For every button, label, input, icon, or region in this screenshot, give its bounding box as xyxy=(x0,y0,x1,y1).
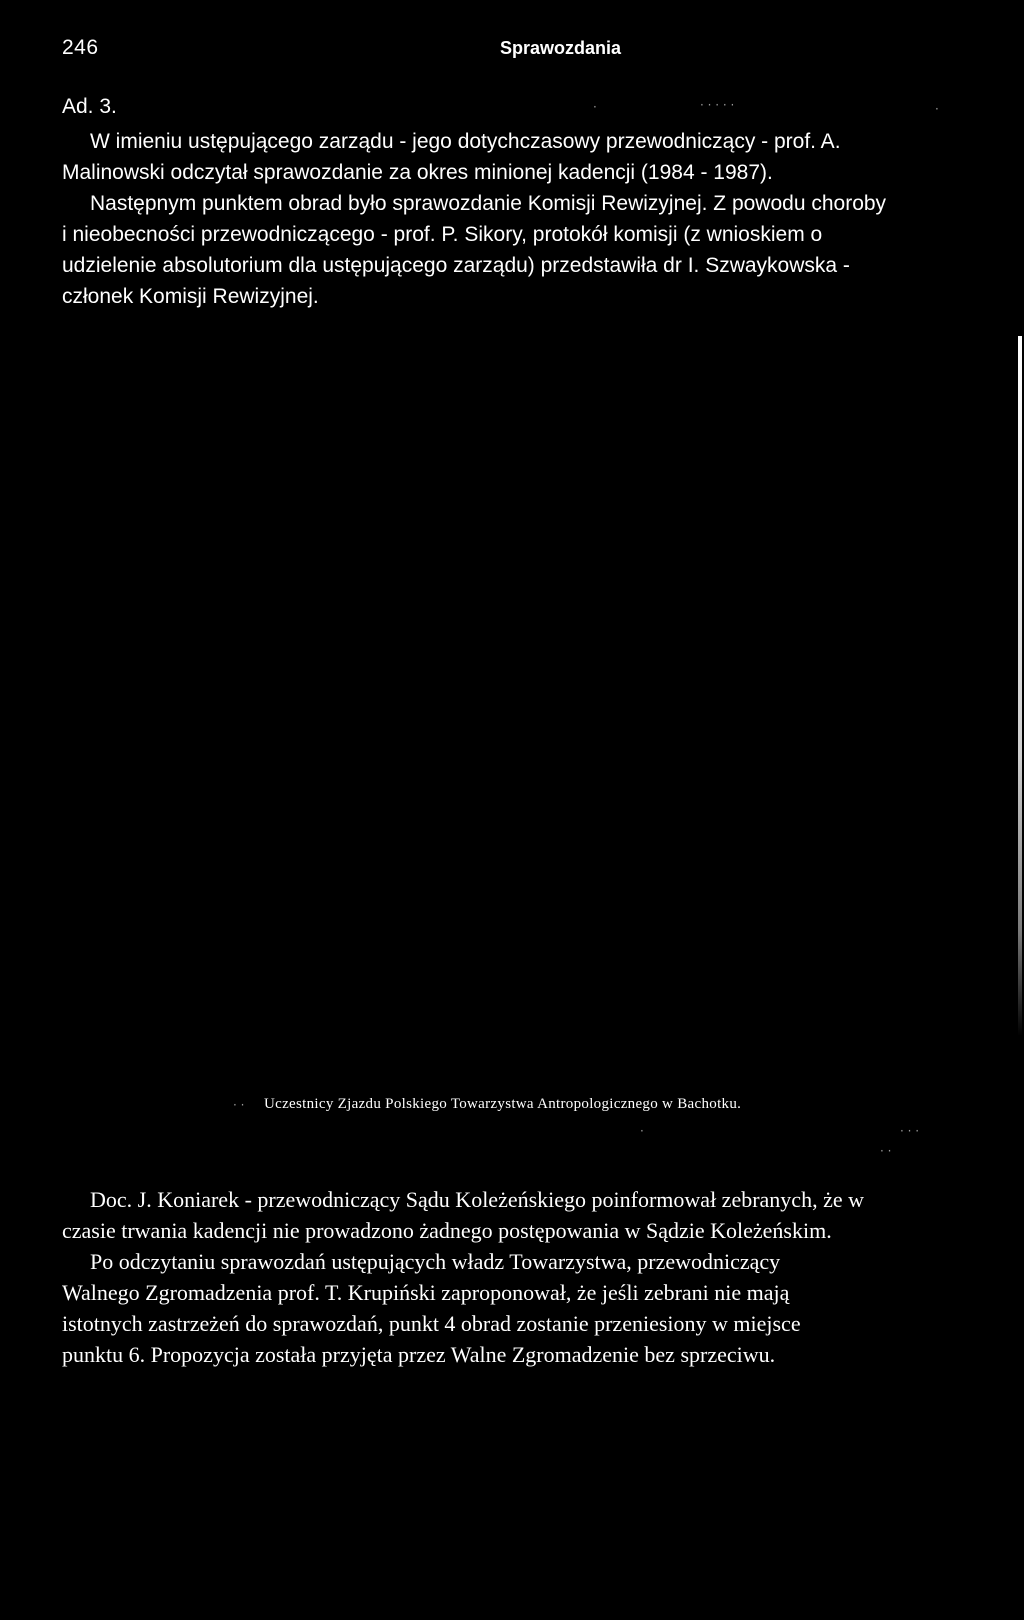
paragraph-line: udzielenie absolutorium dla ustępującego zarządu) przedstawiła dr I. Szwaykowska - xyxy=(62,254,850,277)
scan-noise: · · xyxy=(880,1144,892,1158)
paragraph-line: Doc. J. Koniarek - przewodniczący Sądu Koleżeńskiego poinformował zebranych, że w xyxy=(90,1187,864,1212)
photo-caption: Uczestnicy Zjazdu Polskiego Towarzystwa Antropologicznego w Bachotku. xyxy=(264,1096,742,1112)
paragraph-line: W imieniu ustępującego zarządu - jego dotychczasowy przewodniczący - prof. A. xyxy=(90,130,841,153)
group-photo xyxy=(62,330,1022,1070)
scan-noise: · xyxy=(593,100,597,114)
paragraph-line: członek Komisji Rewizyjnej. xyxy=(62,285,319,308)
paragraph-line: Walnego Zgromadzenia prof. T. Krupiński zaproponował, że jeśli zebrani nie mają xyxy=(62,1280,790,1305)
paragraph-2 xyxy=(62,1184,988,1370)
paragraph-line: Następnym punktem obrad było sprawozdanie Komisji Rewizyjnej. Z powodu choroby xyxy=(90,192,887,215)
scan-noise: · · · xyxy=(900,1124,920,1138)
photo-edge xyxy=(1018,336,1022,1036)
paragraph-line: Malinowski odczytał sprawozdanie za okres minionej kadencji (1984 - 1987). xyxy=(62,161,773,184)
paragraph-line: czasie trwania kadencji nie prowadzono żadnego postępowania w Sądzie Koleżeńskim. xyxy=(62,1218,832,1243)
paragraph-1 xyxy=(62,126,988,312)
scan-noise: · · · · · xyxy=(700,98,735,112)
paragraph-line: Po odczytaniu sprawozdań ustępujących władz Towarzystwa, przewodniczący xyxy=(90,1249,781,1274)
scan-noise: · xyxy=(640,1124,644,1138)
paragraph-line: istotnych zastrzeżeń do sprawozdań, punkt 4 obrad zostanie przeniesiony w miejsce xyxy=(62,1311,801,1336)
paragraph-line: punktu 6. Propozycja została przyjęta przez Walne Zgromadzenie bez sprzeciwu. xyxy=(62,1342,776,1367)
scan-noise: · xyxy=(935,102,939,116)
running-title: Sprawozdania xyxy=(500,38,622,58)
page-number: 246 xyxy=(62,36,99,59)
section-heading: Ad. 3. xyxy=(62,95,117,118)
paragraph-line: i nieobecności przewodniczącego - prof. P. Sikory, protokół komisji (z wnioskiem o xyxy=(62,223,823,246)
scan-noise: · · xyxy=(233,1098,245,1112)
